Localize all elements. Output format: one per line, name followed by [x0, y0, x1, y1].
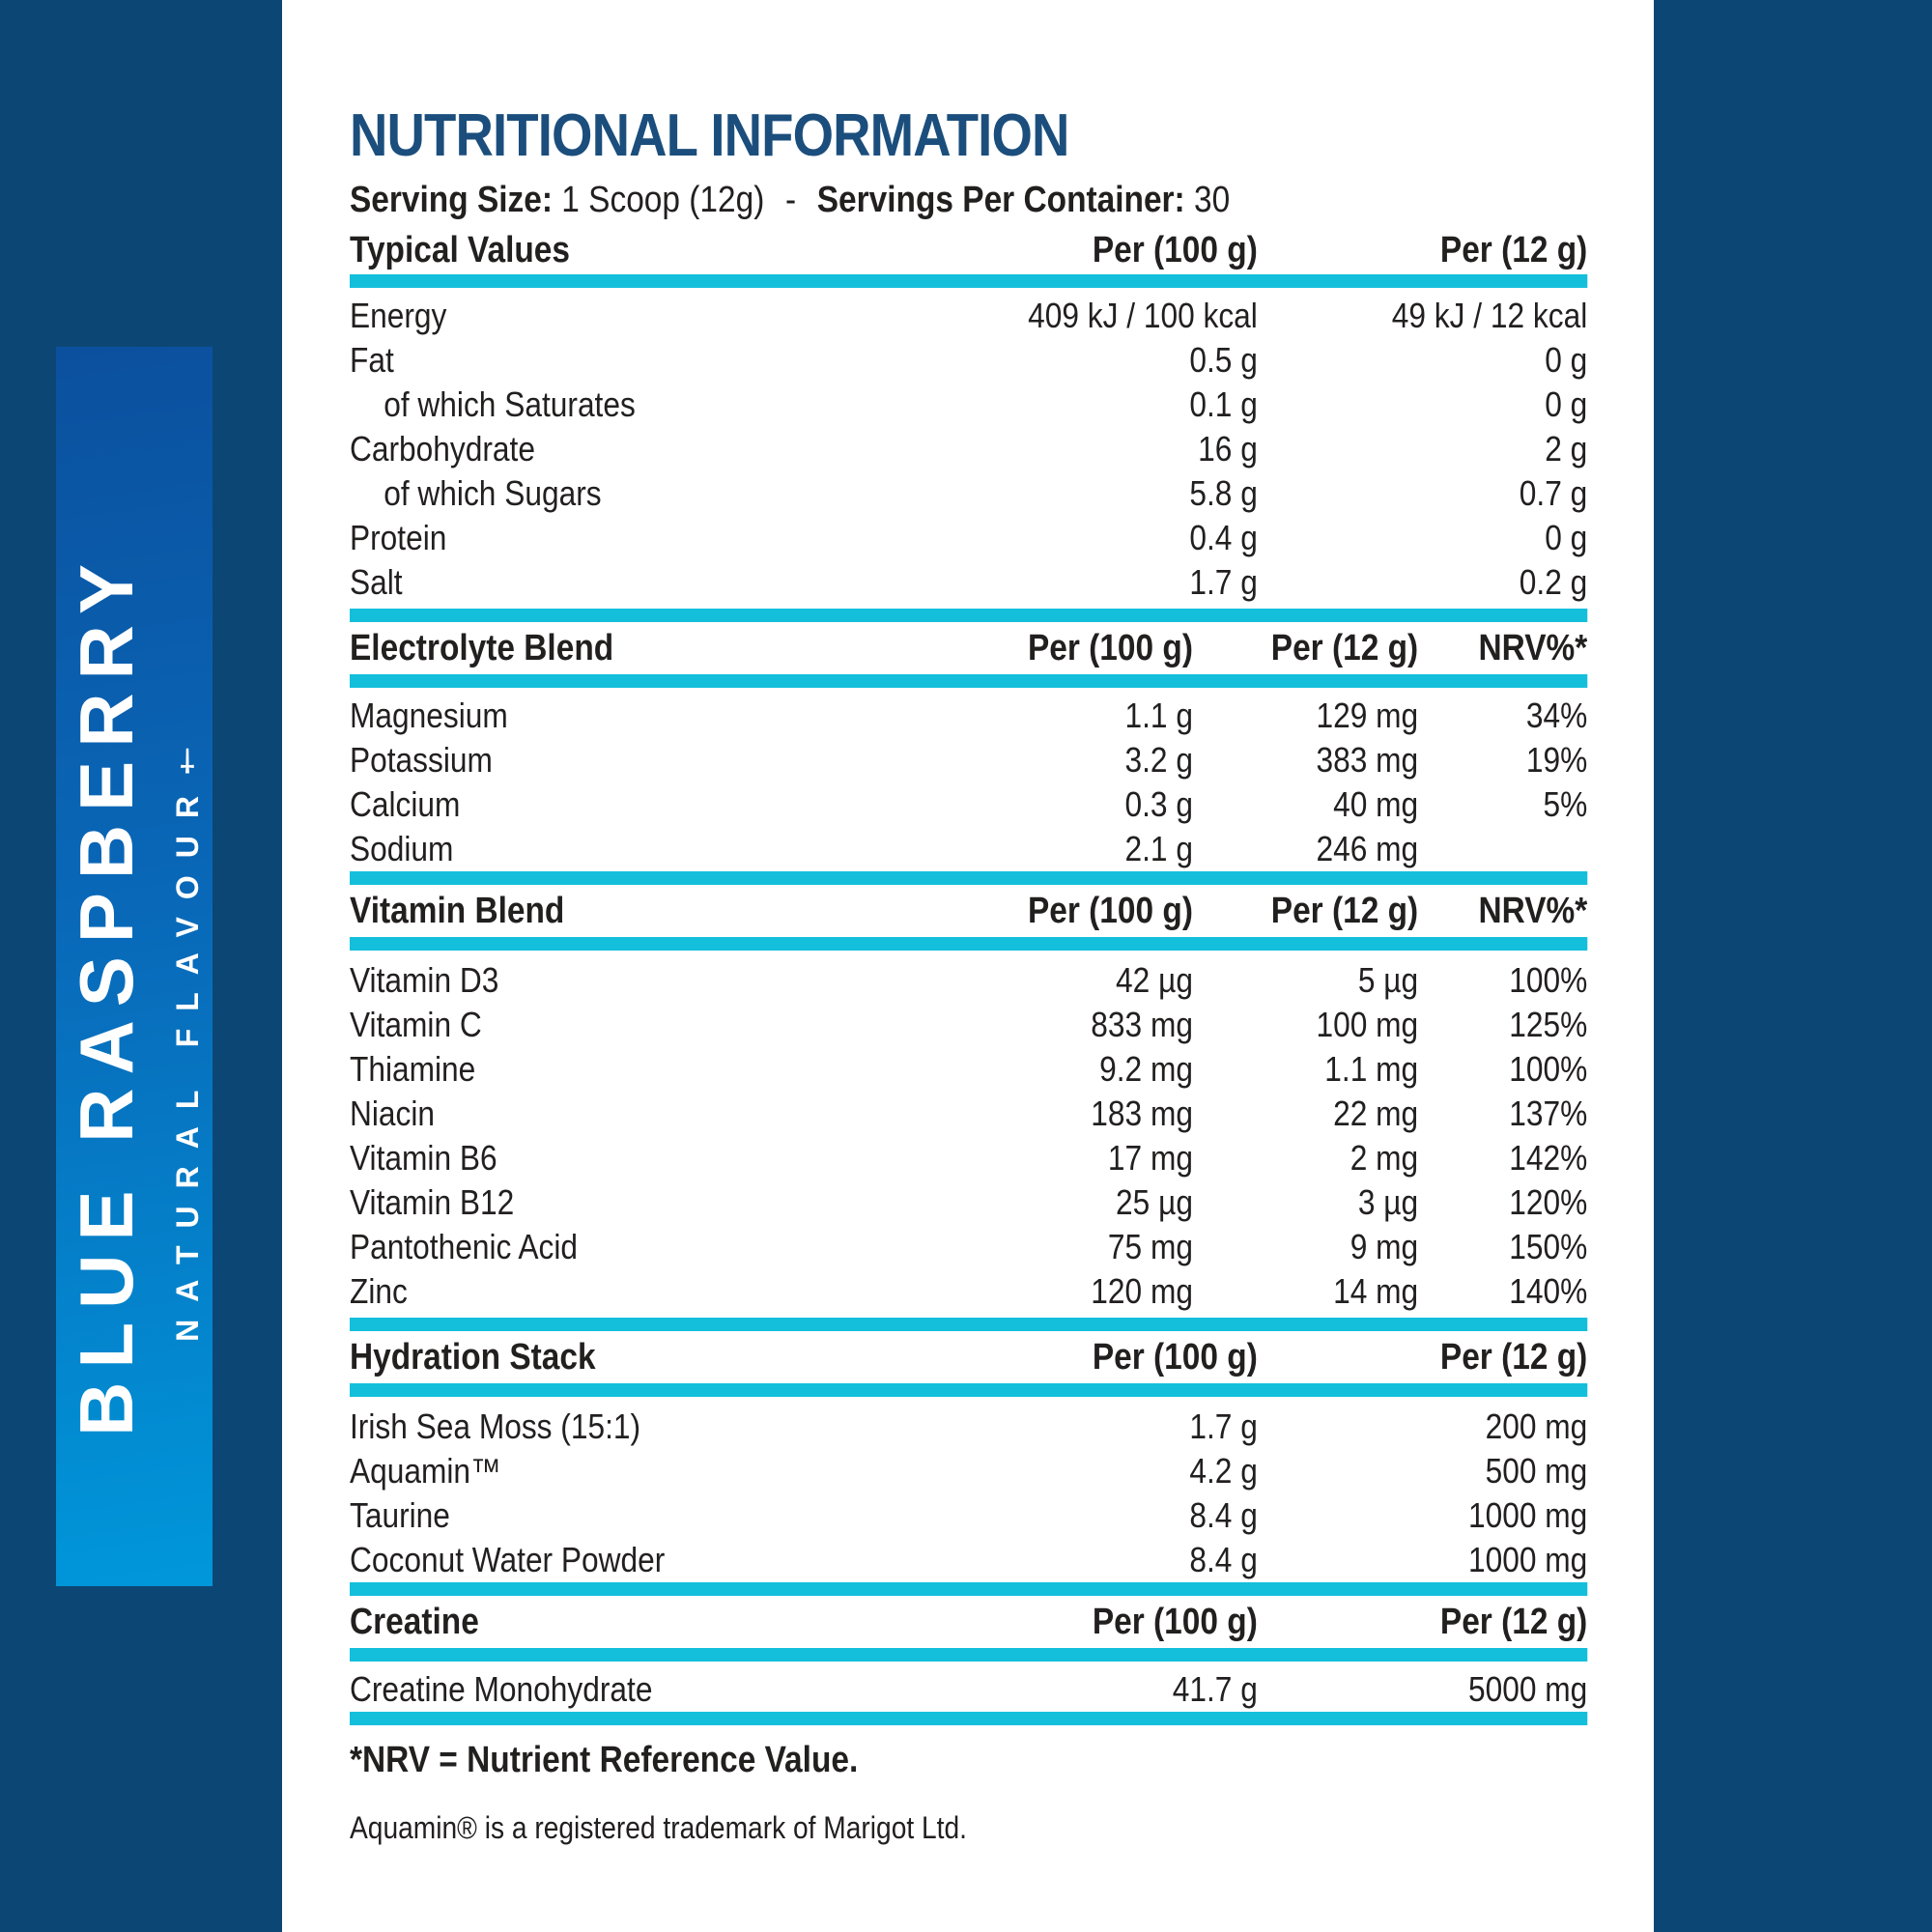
section-divider-bar: [350, 871, 1587, 885]
value-per-100g: 25 µg: [1116, 1182, 1193, 1222]
section-divider-bar: [350, 1318, 1587, 1331]
nutrient-row: [350, 958, 1587, 1003]
value-per-100g: 2.1 g: [1124, 829, 1193, 868]
value-per-100g: 42 µg: [1116, 960, 1193, 1000]
nutrient-label: Thiamine: [350, 1049, 476, 1089]
nutrient-label: Protein: [350, 518, 447, 557]
value-per-100g: 1.7 g: [1189, 1406, 1258, 1446]
separator: -: [784, 180, 797, 220]
section-divider-bar: [350, 274, 1587, 288]
section-header-hydration-stack: [350, 1337, 1587, 1378]
value-per-12g: 0 g: [1545, 384, 1588, 424]
value-per-12g: 0 g: [1545, 340, 1588, 380]
value-per-12g: 0 g: [1545, 518, 1588, 557]
column-header-per-12g: Per (12 g): [1439, 1337, 1588, 1378]
nrv-value: 120%: [1509, 1182, 1588, 1222]
nutrient-label: Magnesium: [350, 696, 508, 735]
value-per-12g: 40 mg: [1333, 784, 1419, 824]
value-per-100g: 8.4 g: [1189, 1540, 1258, 1579]
nrv-value: 142%: [1509, 1138, 1588, 1178]
column-header-per-12g: Per (12 g): [1439, 230, 1588, 270]
value-per-12g: 1.1 mg: [1324, 1049, 1419, 1089]
value-per-12g: 22 mg: [1333, 1094, 1419, 1133]
nutrition-panel: [350, 0, 1587, 1847]
section-name: Creatine: [350, 1602, 479, 1642]
value-per-100g: 5.8 g: [1189, 473, 1258, 513]
nutrient-row: [350, 1667, 1587, 1712]
nutrient-label: Niacin: [350, 1094, 436, 1133]
serving-line: [350, 180, 1587, 220]
nrv-value: 150%: [1509, 1227, 1588, 1266]
value-per-100g: 0.3 g: [1124, 784, 1193, 824]
nutrient-label: Energy: [350, 296, 447, 335]
section-rows-vitamin-blend: [350, 951, 1587, 1318]
nutrient-row: [350, 294, 1587, 338]
section-name: Vitamin Blend: [350, 891, 565, 931]
value-per-12g: 1000 mg: [1467, 1540, 1588, 1579]
nutrient-row: [350, 738, 1587, 782]
section-rows-typical-values: [350, 288, 1587, 609]
nutrient-row: [350, 471, 1587, 516]
nutrient-row: [350, 338, 1587, 383]
section-header-electrolyte-blend: [350, 628, 1587, 668]
nutrient-label: of which Sugars: [384, 473, 602, 513]
column-header-per-100g: Per (100 g): [1092, 230, 1258, 270]
nrv-value: 100%: [1509, 960, 1588, 1000]
nutrient-label: of which Saturates: [384, 384, 636, 424]
nrv-value: 100%: [1509, 1049, 1588, 1089]
column-header-per-100g: Per (100 g): [1027, 891, 1193, 931]
nutrient-row: [350, 782, 1587, 827]
nutrient-label: Sodium: [350, 829, 454, 868]
servings-per-container-label: Servings Per Container:: [816, 180, 1185, 220]
nrv-value: 137%: [1509, 1094, 1588, 1133]
nutrient-row: [350, 1180, 1587, 1225]
section-name: Electrolyte Blend: [350, 628, 614, 668]
nutrient-row: [350, 1225, 1587, 1269]
value-per-12g: 2 mg: [1350, 1138, 1419, 1178]
value-per-12g: 129 mg: [1316, 696, 1419, 735]
section-rows-electrolyte-blend: [350, 688, 1587, 871]
nutrient-label: Vitamin C: [350, 1005, 482, 1044]
value-per-12g: 0.2 g: [1519, 562, 1588, 602]
section-header-typical-values: [350, 230, 1587, 270]
section-rows-creatine: [350, 1662, 1587, 1712]
section-divider-bar: [350, 1712, 1587, 1725]
nutrient-row: [350, 1092, 1587, 1136]
column-header-per-100g: Per (100 g): [1027, 628, 1193, 668]
aquamin-footnote: Aquamin® is a registered trademark of Marigot Ltd.: [350, 1810, 967, 1845]
value-per-100g: 16 g: [1198, 429, 1258, 469]
value-per-12g: 5 µg: [1357, 960, 1419, 1000]
servings-per-container-value: 30: [1193, 180, 1231, 220]
nutrient-label: Pantothenic Acid: [350, 1227, 579, 1266]
section-name: Hydration Stack: [350, 1337, 596, 1378]
nrv-value: 140%: [1509, 1271, 1588, 1311]
nutrient-row: [350, 1269, 1587, 1314]
nutrient-label: Taurine: [350, 1495, 450, 1535]
nutrient-row: [350, 1405, 1587, 1449]
value-per-12g: 500 mg: [1485, 1451, 1588, 1491]
column-header-per-12g: Per (12 g): [1270, 628, 1419, 668]
value-per-12g: 246 mg: [1316, 829, 1419, 868]
section-header-creatine: [350, 1602, 1587, 1642]
value-per-12g: 100 mg: [1316, 1005, 1419, 1044]
column-header-per-12g: Per (12 g): [1270, 891, 1419, 931]
nutrient-label: Creatine Monohydrate: [350, 1669, 653, 1709]
section-divider-bar: [350, 1648, 1587, 1662]
value-per-100g: 75 mg: [1107, 1227, 1193, 1266]
value-per-12g: 0.7 g: [1519, 473, 1588, 513]
nutrient-label: Vitamin D3: [350, 960, 499, 1000]
value-per-12g: 14 mg: [1333, 1271, 1419, 1311]
value-per-100g: 120 mg: [1091, 1271, 1193, 1311]
nutrient-row: [350, 1493, 1587, 1538]
value-per-100g: 41.7 g: [1172, 1669, 1258, 1709]
nutrient-label: Salt: [350, 562, 403, 602]
column-header-nrv: NRV%*: [1478, 628, 1588, 668]
nutrient-row: [350, 1003, 1587, 1047]
nutrient-row: [350, 694, 1587, 738]
section-header-vitamin-blend: [350, 891, 1587, 931]
nutrient-label: Irish Sea Moss (15:1): [350, 1406, 641, 1446]
flavour-banner: [56, 347, 213, 1586]
nutrient-label: Calcium: [350, 784, 461, 824]
value-per-12g: 9 mg: [1350, 1227, 1419, 1266]
value-per-12g: 383 mg: [1316, 740, 1419, 780]
nutrient-label: Fat: [350, 340, 394, 380]
nutrient-row: [350, 1047, 1587, 1092]
nutrient-row: [350, 1136, 1587, 1180]
value-per-12g: 3 µg: [1357, 1182, 1419, 1222]
nrv-value: 19%: [1525, 740, 1588, 780]
section-divider-bar: [350, 674, 1587, 688]
value-per-100g: 1.7 g: [1189, 562, 1258, 602]
value-per-100g: 833 mg: [1091, 1005, 1193, 1044]
nutrient-row: [350, 1538, 1587, 1582]
column-header-per-100g: Per (100 g): [1092, 1337, 1258, 1378]
value-per-100g: 409 kJ / 100 kcal: [1028, 296, 1258, 335]
value-per-12g: 200 mg: [1485, 1406, 1588, 1446]
value-per-100g: 9.2 mg: [1099, 1049, 1193, 1089]
section-divider-bar: [350, 1383, 1587, 1397]
nrv-footnote: *NRV = Nutrient Reference Value.: [350, 1740, 859, 1780]
column-header-per-12g: Per (12 g): [1439, 1602, 1588, 1642]
value-per-12g: 49 kJ / 12 kcal: [1391, 296, 1588, 335]
flavour-name: BLUE RASPBERRY: [64, 551, 149, 1436]
value-per-100g: 3.2 g: [1124, 740, 1193, 780]
value-per-12g: 2 g: [1545, 429, 1588, 469]
column-header-nrv: NRV%*: [1478, 891, 1588, 931]
value-per-100g: 4.2 g: [1189, 1451, 1258, 1491]
section-rows-hydration-stack: [350, 1397, 1587, 1582]
nrv-value: 5%: [1543, 784, 1588, 824]
section-name: Typical Values: [350, 230, 571, 270]
nutrient-label: Potassium: [350, 740, 493, 780]
flavour-subtitle: NATURAL FLAVOUR†: [170, 726, 205, 1342]
value-per-100g: 183 mg: [1091, 1094, 1193, 1133]
serving-size-value: 1 Scoop (12g): [561, 180, 765, 220]
value-per-12g: 1000 mg: [1467, 1495, 1588, 1535]
value-per-100g: 0.5 g: [1189, 340, 1258, 380]
serving-size-label: Serving Size:: [350, 180, 554, 220]
value-per-100g: 1.1 g: [1124, 696, 1193, 735]
value-per-12g: 5000 mg: [1467, 1669, 1588, 1709]
value-per-100g: 0.4 g: [1189, 518, 1258, 557]
nutrient-label: Vitamin B6: [350, 1138, 497, 1178]
nrv-value: 34%: [1525, 696, 1588, 735]
value-per-100g: 8.4 g: [1189, 1495, 1258, 1535]
nrv-value: [1418, 827, 1587, 871]
nutrient-label: Vitamin B12: [350, 1182, 515, 1222]
nutrient-row: [350, 383, 1587, 427]
nutrient-label: Zinc: [350, 1271, 408, 1311]
value-per-100g: 0.1 g: [1189, 384, 1258, 424]
column-header-per-100g: Per (100 g): [1092, 1602, 1258, 1642]
value-per-100g: 17 mg: [1107, 1138, 1193, 1178]
nutrient-row: [350, 827, 1587, 871]
nrv-value: 125%: [1509, 1005, 1588, 1044]
page-title: NUTRITIONAL INFORMATION: [350, 102, 1069, 169]
nutrient-row: [350, 560, 1587, 605]
nutrient-row: [350, 427, 1587, 471]
section-divider-bar: [350, 937, 1587, 951]
nutrient-label: Coconut Water Powder: [350, 1540, 666, 1579]
nutrient-row: [350, 1449, 1587, 1493]
nutrient-label: Carbohydrate: [350, 429, 535, 469]
section-divider-bar: [350, 609, 1587, 622]
nutrient-label: Aquamin™: [350, 1451, 501, 1491]
nutrient-row: [350, 516, 1587, 560]
section-divider-bar: [350, 1582, 1587, 1596]
